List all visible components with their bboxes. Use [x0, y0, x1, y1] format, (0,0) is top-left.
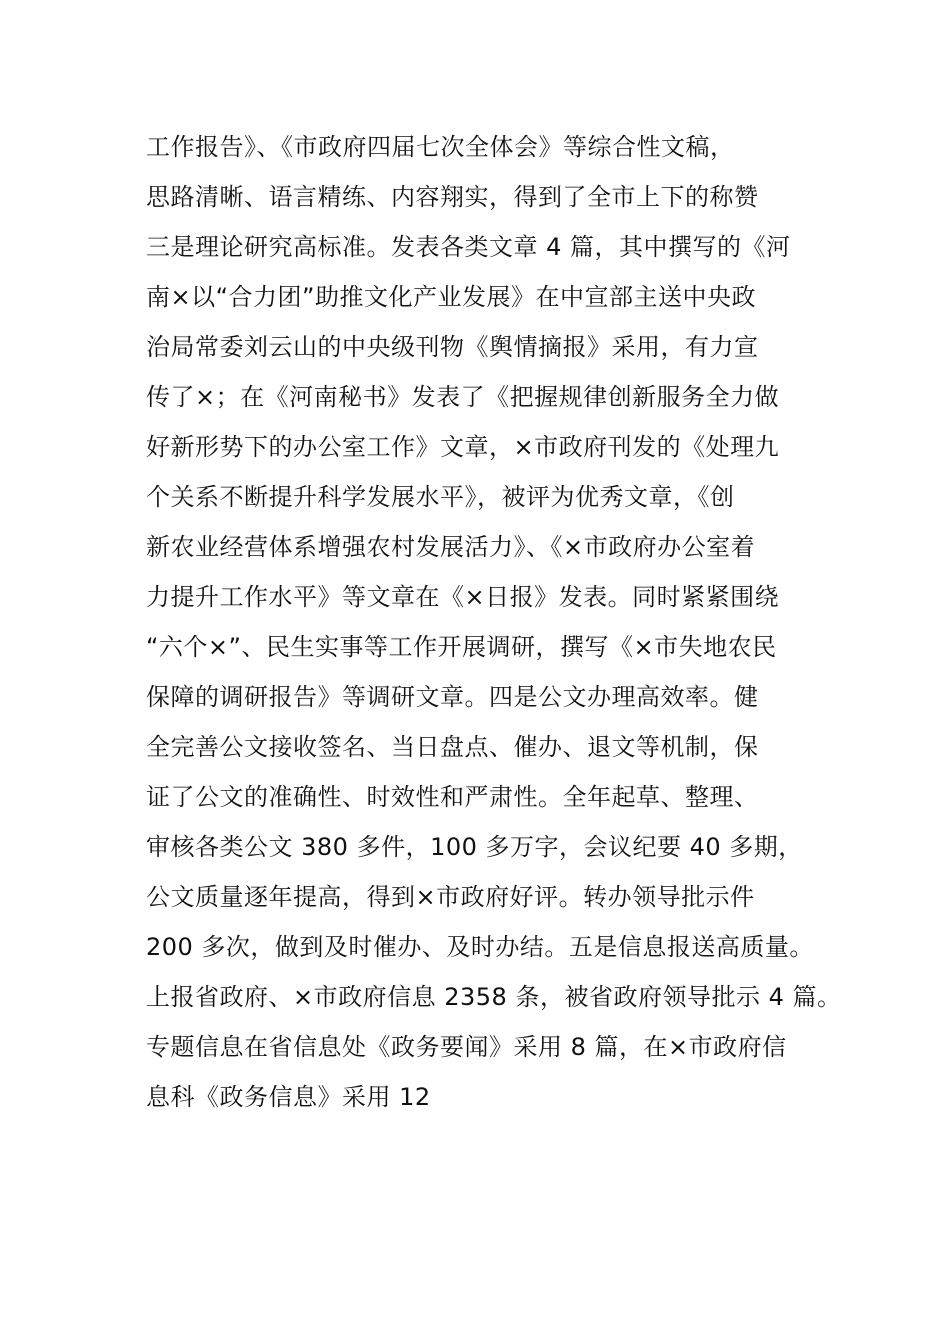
text-line: 证了公文的准确性、时效性和严肃性。全年起草、整理、: [146, 783, 759, 811]
text-line: 治局常委刘云山的中央级刊物《舆情摘报》采用，有力宣: [146, 333, 759, 361]
body-paragraph: [146, 122, 846, 1122]
text-line: 审核各类公文 380 多件，100 多万字，会议纪要 40 多期，: [146, 833, 803, 861]
text-line: 思路清晰、语言精练、内容翔实，得到了全市上下的称赞: [146, 183, 759, 211]
text-line: 个关系不断提升科学发展水平》，被评为优秀文章，《创: [146, 483, 735, 511]
text-line: 南×以“合力团”助推文化产业发展》在中宣部主送中央政: [146, 283, 756, 311]
text-line: 专题信息在省信息处《政务要闻》采用 8 篇，在×市政府信: [146, 1033, 787, 1061]
text-line: 上报省政府、×市政府信息 2358 条，被省政府领导批示 4 篇。: [146, 983, 842, 1011]
text-line: 三是理论研究高标准。发表各类文章 4 篇，其中撰写的《河: [146, 233, 791, 261]
text-line: 200 多次，做到及时催办、及时办结。五是信息报送高质量。: [146, 933, 814, 961]
text-line: 全完善公文接收签名、当日盘点、催办、退文等机制，保: [146, 733, 759, 761]
text-line: 力提升工作水平》等文章在《×日报》发表。同时紧紧围绕: [146, 583, 780, 611]
text-line: 保障的调研报告》等调研文章。四是公文办理高效率。健: [146, 683, 759, 711]
text-line: 好新形势下的办公室工作》文章，×市政府刊发的《处理九: [146, 433, 780, 461]
text-line: 新农业经营体系增强农村发展活力》、《×市政府办公室着: [146, 533, 756, 561]
text-line: 传了×；在《河南秘书》发表了《把握规律创新服务全力做: [146, 383, 780, 411]
text-line: 公文质量逐年提高，得到×市政府好评。转办领导批示件: [146, 883, 755, 911]
text-line: “六个×”、民生实事等工作开展调研，撰写《×市失地农民: [146, 633, 777, 661]
text-line: 息科《政务信息》采用 12: [146, 1083, 431, 1111]
text-line: 工作报告》、《市政府四届七次全体会》等综合性文稿，: [146, 133, 735, 161]
